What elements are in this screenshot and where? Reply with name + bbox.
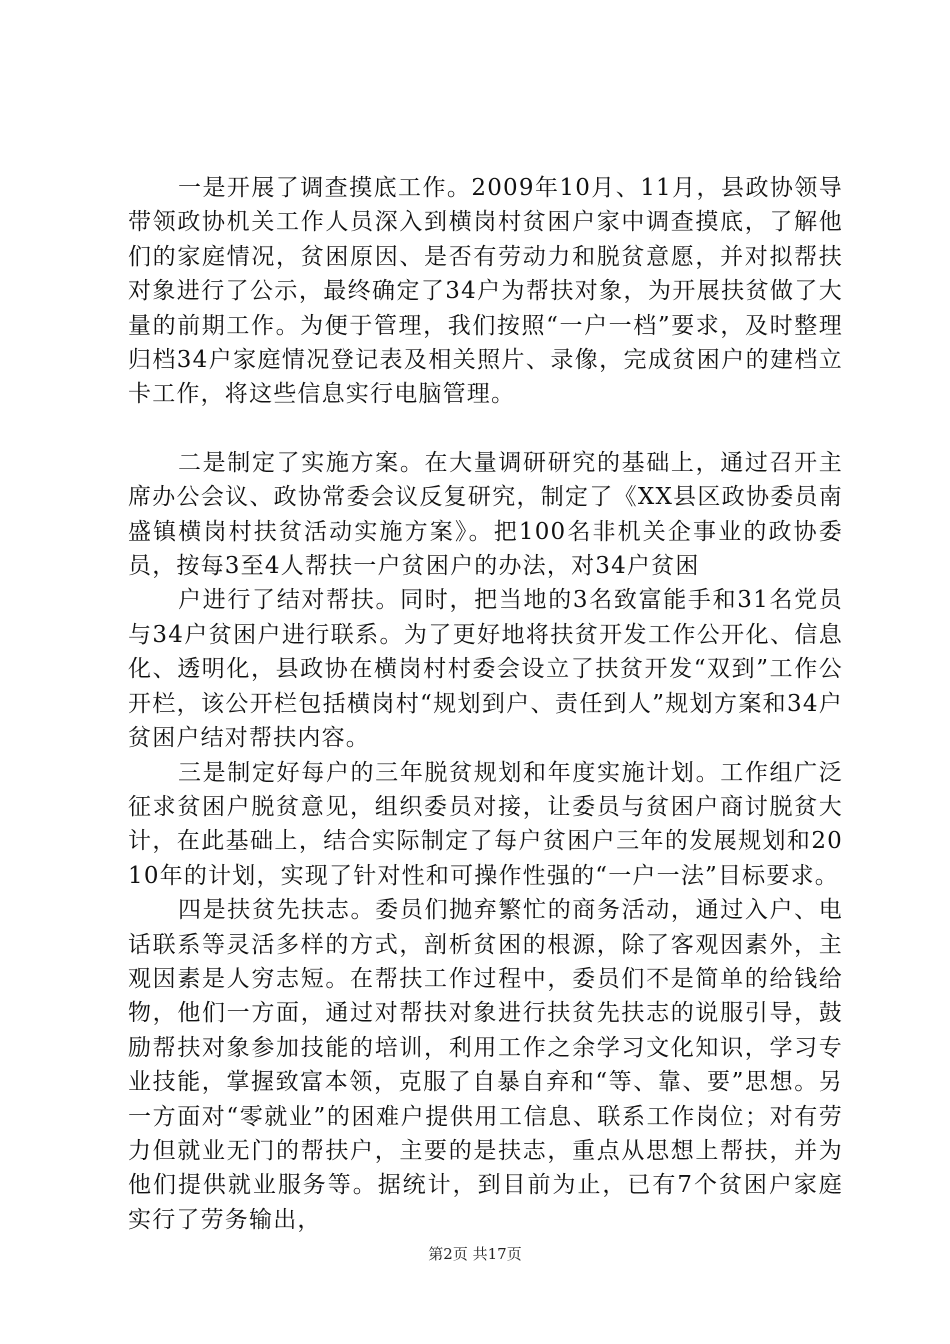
paragraph-pairing: 户进行了结对帮扶。同时，把当地的3名致富能手和31名党员与34户贫困户进行联系。为了更好地将扶贫开发工作公开化、信息化、透明化，县政协在横岗村村委会设立了扶贫开发“双到”工作公开栏，该公开栏包括横岗村“规划到户、责任到人”规划方案和34户贫困户结对帮扶内容。 — [128, 587, 843, 752]
document-body — [128, 171, 843, 1237]
paragraph-survey: 一是开展了调查摸底工作。2009年10月、11月，县政协领导带领政协机关工作人员深入到横岗村贫困户家中调查摸底，了解他们的家庭情况，贫困原因、是否有劳动力和脱贫意愿，并对拟帮扶对象进行了公示，最终确定了34户为帮扶对象，为开展扶贫做了大量的前期工作。为便于管理，我们按照“一户一档”要求，及时整理归档34户家庭情况登记表及相关照片、录像，完成贫困户的建档立卡工作，将这些信息实行电脑管理。 — [128, 175, 843, 408]
paragraph-aspiration: 四是扶贫先扶志。委员们抛弃繁忙的商务活动，通过入户、电话联系等灵活多样的方式，剖析贫困的根源，除了客观因素外，主观因素是人穷志短。在帮扶工作过程中，委员们不是简单的给钱给物，他们一方面，通过对帮扶对象进行扶贫先扶志的说服引导，鼓励帮扶对象参加技能的培训，利用工作之余学习文化知识，学习专业技能，掌握致富本领，克服了自暴自弃和“等、靠、要”思想。另一方面对“零就业”的困难户提供用工信息、联系工作岗位；对有劳力但就业无门的帮扶户，主要的是扶志，重点从思想上帮扶，并为他们提供就业服务等。据统计，到目前为止，已有7个贫困户家庭实行了劳务输出， — [128, 897, 843, 1233]
paragraph-spacer — [128, 412, 843, 446]
page-footer: 第2页 共17页 — [428, 1245, 522, 1263]
paragraph-plan: 二是制定了实施方案。在大量调研研究的基础上，通过召开主席办公会议、政协常委会议反复研究，制定了《XX县区政协委员南盛镇横岗村扶贫活动实施方案》。把100名非机关企事业的政协委员，按每3至4人帮扶一户贫困户的办法，对34户贫困 — [128, 449, 843, 580]
paragraph-three-year-plan: 三是制定好每户的三年脱贫规划和年度实施计划。工作组广泛征求贫困户脱贫意见，组织委员对接，让委员与贫困户商讨脱贫大计，在此基础上，结合实际制定了每户贫困户三年的发展规划和2010年的计划，实现了针对性和可操作性强的“一户一法”目标要求。 — [128, 759, 843, 889]
